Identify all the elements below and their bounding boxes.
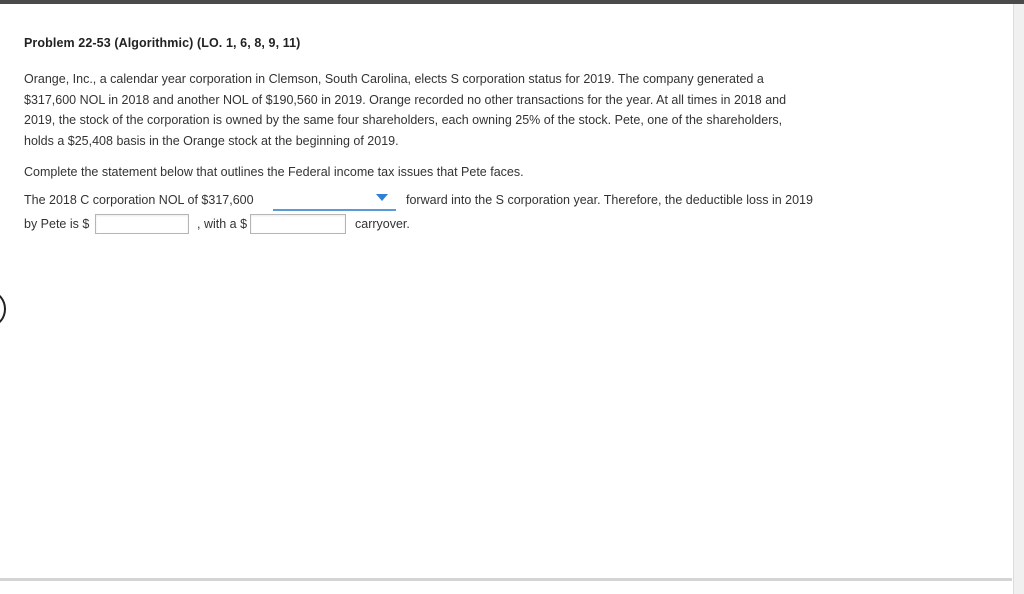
deductible-loss-label: by Pete is $ <box>24 217 90 231</box>
problem-paragraph <box>24 69 864 151</box>
left-edge-circle-icon <box>0 292 6 326</box>
paragraph-line: $317,600 NOL in 2018 and another NOL of $190,560 in 2019. Orange recorded no other transactions for the year. At all times in 2018 and <box>24 92 787 107</box>
statement-line-2 <box>24 216 864 240</box>
instruction-text: Complete the statement below that outlines the Federal income tax issues that Pete faces. <box>24 165 524 179</box>
top-bar <box>0 0 1024 4</box>
caret-down-icon[interactable] <box>376 194 388 201</box>
paragraph-line: 2019, the stock of the corporation is owned by the same four shareholders, each owning 25% of the stock. Pete, one of the shareholders, <box>24 113 783 127</box>
carryover-suffix: carryover. <box>355 217 410 231</box>
right-scrollbar[interactable] <box>1013 4 1024 594</box>
carryover-amount-input[interactable] <box>250 214 346 234</box>
problem-title: Problem 22-53 (Algorithmic) (LO. 1, 6, 8, 9, 11) <box>24 36 301 50</box>
statement-text-before: The 2018 C corporation NOL of $317,600 <box>24 193 254 207</box>
carryover-label: , with a $ <box>197 217 248 231</box>
deductible-loss-input[interactable] <box>95 214 189 234</box>
nol-carry-dropdown[interactable] <box>273 189 396 211</box>
statement-line-1 <box>24 192 864 214</box>
paragraph-line: holds a $25,408 basis in the Orange stock at the beginning of 2019. <box>24 133 399 148</box>
bottom-area <box>0 581 1012 594</box>
paragraph-line: Orange, Inc., a calendar year corporation in Clemson, South Carolina, elects S corporation status for 2019. The company generated a <box>24 72 764 86</box>
statement-text-after: forward into the S corporation year. Therefore, the deductible loss in 2019 <box>406 193 813 207</box>
problem-content <box>24 36 864 194</box>
